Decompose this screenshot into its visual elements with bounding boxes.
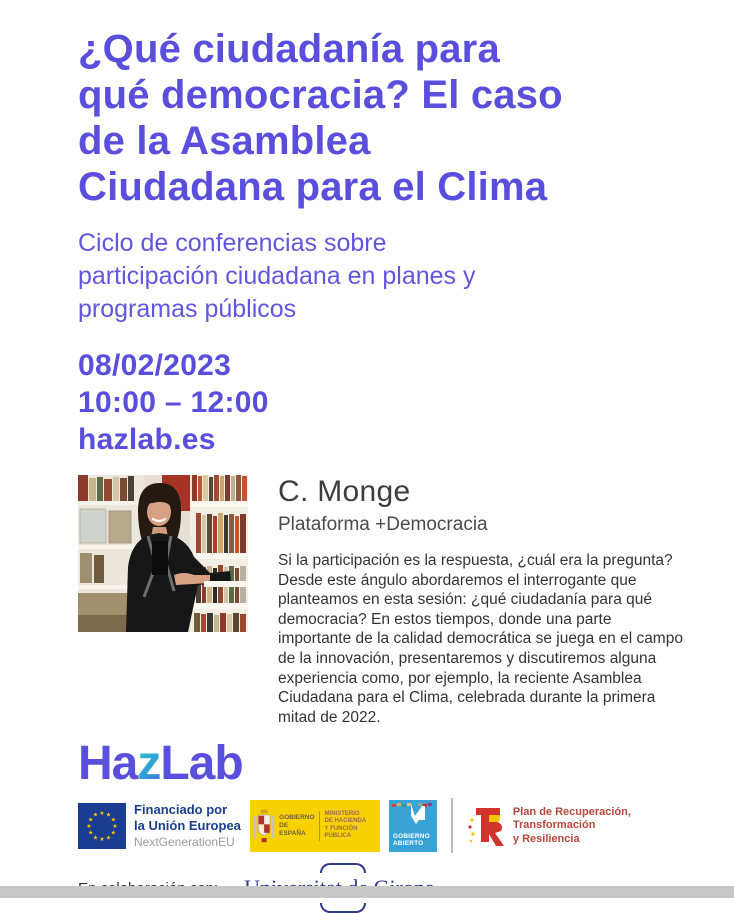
gobierno-abierto-ribbon-icon: [389, 800, 437, 834]
hazlab-logo-part3: Lab: [160, 737, 243, 791]
spain-government-logo: [250, 800, 380, 852]
gobierno-abierto-line2: ABIERTO: [392, 840, 424, 848]
spain-coat-of-arms-icon: [253, 804, 275, 848]
funders-row: [78, 798, 694, 853]
svg-text:★: ★: [92, 811, 99, 819]
recovery-plan-line3: y Resiliencia: [512, 832, 580, 845]
subtitle-line-2: participación ciudadana en planes y: [78, 262, 476, 290]
recovery-plan-text: [513, 806, 631, 847]
event-website: hazlab.es: [78, 423, 216, 456]
gobierno-abierto-logo: [389, 800, 437, 852]
eu-funded-line1: Financiado por: [134, 801, 228, 817]
eu-funding-logo: [78, 802, 241, 850]
title-line-1: ¿Qué ciudadanía para: [78, 27, 500, 71]
eu-program: NextGenerationEU: [134, 834, 235, 849]
title-line-4: Ciudadana para el Clima: [78, 165, 548, 209]
spain-government-text: [275, 814, 318, 838]
hazlab-logo-z: z: [137, 737, 161, 791]
hazlab-logo-part1: Ha: [78, 737, 138, 791]
hazlab-logo: [78, 737, 694, 791]
title-line-3: de la Asamblea: [78, 119, 371, 163]
svg-text:★: ★: [105, 811, 112, 819]
svg-text:★: ★: [110, 816, 116, 824]
gobierno-abierto-line1: GOBIERNO: [392, 832, 430, 840]
svg-text:★: ★: [112, 822, 118, 830]
spain-ministry-line1: MINISTERIO: [324, 810, 360, 817]
bottom-gray-bar: [0, 886, 734, 898]
spain-gov-line1: GOBIERNO: [279, 813, 315, 821]
event-date: 08/02/2023: [78, 349, 232, 382]
eu-funding-text: [134, 802, 241, 850]
speaker-photo: [78, 475, 248, 632]
event-meta: [78, 347, 694, 458]
spain-ministry-line2: DE HACIENDA: [324, 818, 367, 825]
subtitle-line-3: programas públicos: [78, 295, 297, 323]
svg-text:★: ★: [92, 834, 99, 842]
svg-text:★: ★: [86, 822, 92, 830]
gobierno-abierto-text: [393, 833, 430, 848]
page-title: [78, 26, 694, 210]
title-line-2: qué democracia? El caso: [78, 73, 563, 117]
recovery-plan-tr-icon: [467, 804, 507, 848]
funders-divider: [451, 798, 453, 853]
speaker-info: [278, 475, 684, 727]
speaker-photo-illustration: [78, 475, 248, 632]
event-time: 10:00 – 12:00: [78, 386, 269, 419]
recovery-plan-line2: Transformación: [512, 819, 596, 832]
spain-ministry-text: [319, 811, 377, 841]
eu-flag-icon: [78, 803, 126, 849]
event-series-subtitle: [78, 227, 694, 326]
svg-text:★: ★: [88, 816, 94, 824]
recovery-plan-logo: [467, 804, 631, 848]
svg-text:★: ★: [99, 809, 105, 817]
subtitle-line-1: Ciclo de conferencias sobre: [78, 229, 387, 257]
eu-funded-line2: la Unión Europea: [134, 817, 241, 833]
speaker-section: [78, 475, 694, 727]
svg-text:★: ★: [99, 835, 105, 843]
svg-text:★: ★: [110, 829, 116, 837]
speaker-affiliation: Plataforma +Democracia: [278, 514, 488, 535]
recovery-plan-line1: Plan de Recuperación,: [512, 805, 631, 818]
svg-text:★: ★: [105, 834, 112, 842]
svg-text:★: ★: [88, 829, 94, 837]
speaker-bio: Si la participación es la respuesta, ¿cuál era la pregunta? Desde este ángulo abordaremos el interrogante que planteamos en esta sesión: ¿qué ciudadanía para qué democracia? En estos tiempos, donde una parte importante de la calidad democrática se juega en el campo de la innovación, presentaremos y discutiremos alguna experiencia como, por ejemplo, la reciente Asamblea Ciudadana para el Clima, celebrada durante la primera mitad de 2022.: [278, 552, 683, 726]
speaker-name: C. Monge: [278, 475, 411, 508]
spain-ministry-line3: Y FUNCIÓN PÚBLICA: [324, 825, 358, 840]
spain-gov-line2: DE ESPAÑA: [279, 821, 306, 837]
